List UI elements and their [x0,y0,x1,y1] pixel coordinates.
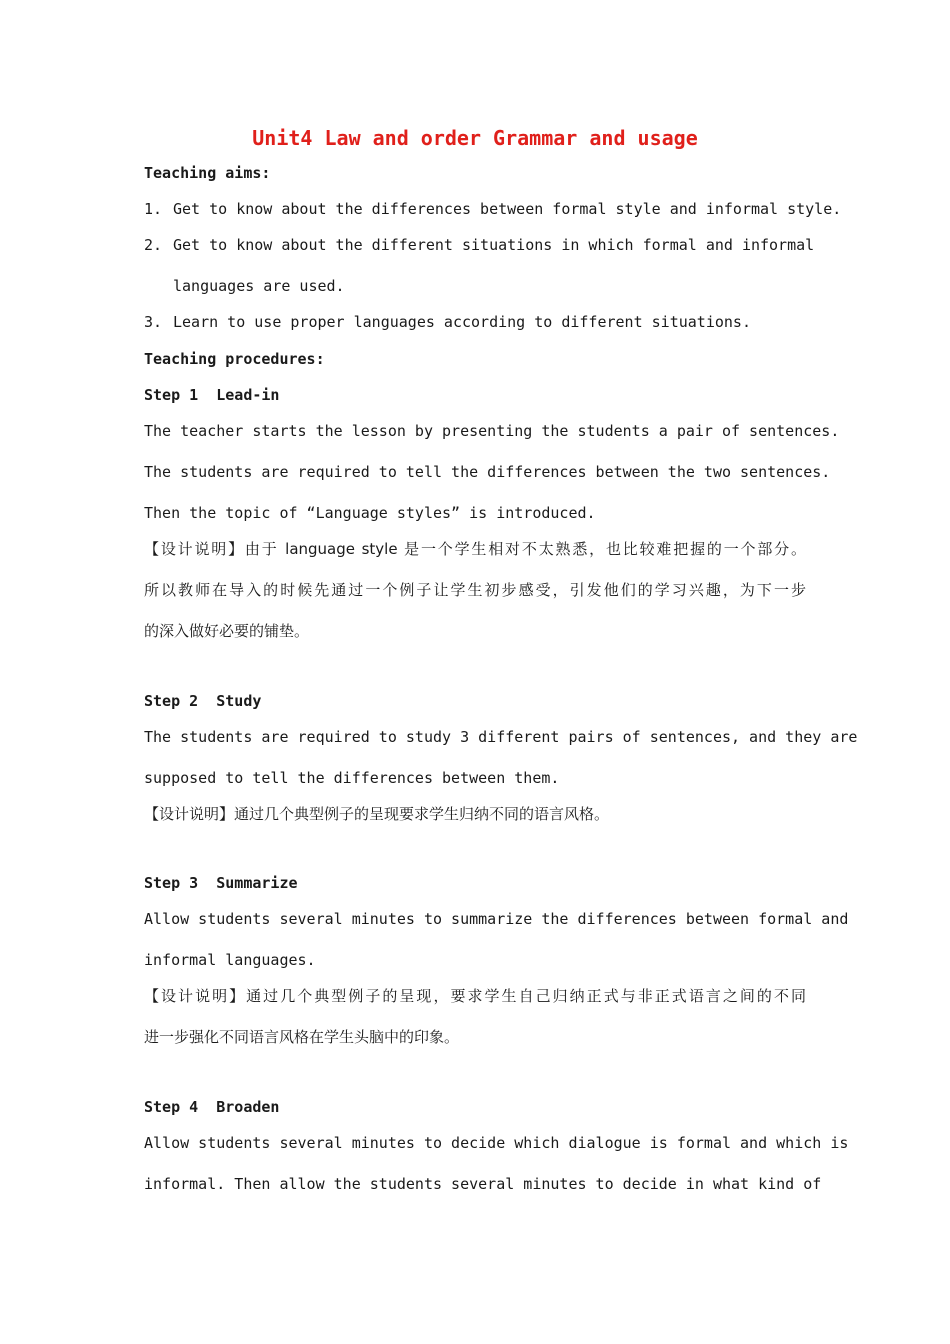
document-title: Unit4 Law and order Grammar and usage [252,126,698,150]
step-3-heading: Step 3 Summarize [144,874,298,892]
step-3-body-line: informal languages. [144,951,316,969]
aim-item-1 [144,199,841,219]
aim-number: 1. [144,200,163,218]
aims-heading: Teaching aims: [144,164,271,182]
aim-number: 2. [144,236,163,254]
step-3-body-line: Allow students several minutes to summarize the differences between formal and [144,910,849,928]
step-1-body-line: The teacher starts the lesson by presenting the students a pair of sentences. [144,422,840,440]
aim-text: Learn to use proper languages according to different situations. [173,313,751,331]
step-1-design-note: 的深入做好必要的铺垫。 [144,622,310,640]
procedures-heading: Teaching procedures: [144,350,325,368]
aim-text: Get to know about the differences between formal style and informal style. [173,200,842,218]
aim-item-2 [144,235,815,255]
step-4-heading: Step 4 Broaden [144,1098,280,1116]
step-2-heading: Step 2 Study [144,692,262,710]
step-2-body-line: The students are required to study 3 different pairs of sentences, and they are [144,728,858,746]
aim-text: Get to know about the different situations in which formal and informal [173,236,815,254]
step-1-design-note: 所以教师在导入的时候先通过一个例子让学生初步感受，引发他们的学习兴趣，为下一步 [144,581,806,599]
step-3-design-note: 【设计说明】通过几个典型例子的呈现，要求学生自己归纳正式与非正式语言之间的不同 [144,987,806,1005]
aim-item-3 [144,312,751,332]
step-2-body-line: supposed to tell the differences between them. [144,769,560,787]
aim-number: 3. [144,313,163,331]
step-1-body-line: Then the topic of “Language styles” is introduced. [144,504,596,522]
step-4-body-line: Allow students several minutes to decide which dialogue is formal and which is [144,1134,849,1152]
step-1-heading: Step 1 Lead-in [144,386,280,404]
step-4-body-line: informal. Then allow the students several minutes to decide in what kind of [144,1175,822,1193]
step-1-design-note: 【设计说明】由于 language style 是一个学生相对不太熟悉，也比较难把握的一个部分。 [144,540,806,558]
aim-item-2-continued: languages are used. [173,277,345,295]
step-2-design-note: 【设计说明】通过几个典型例子的呈现要求学生归纳不同的语言风格。 [144,805,610,823]
step-3-design-note: 进一步强化不同语言风格在学生头脑中的印象。 [144,1028,460,1046]
step-1-body-line: The students are required to tell the differences between the two sentences. [144,463,831,481]
